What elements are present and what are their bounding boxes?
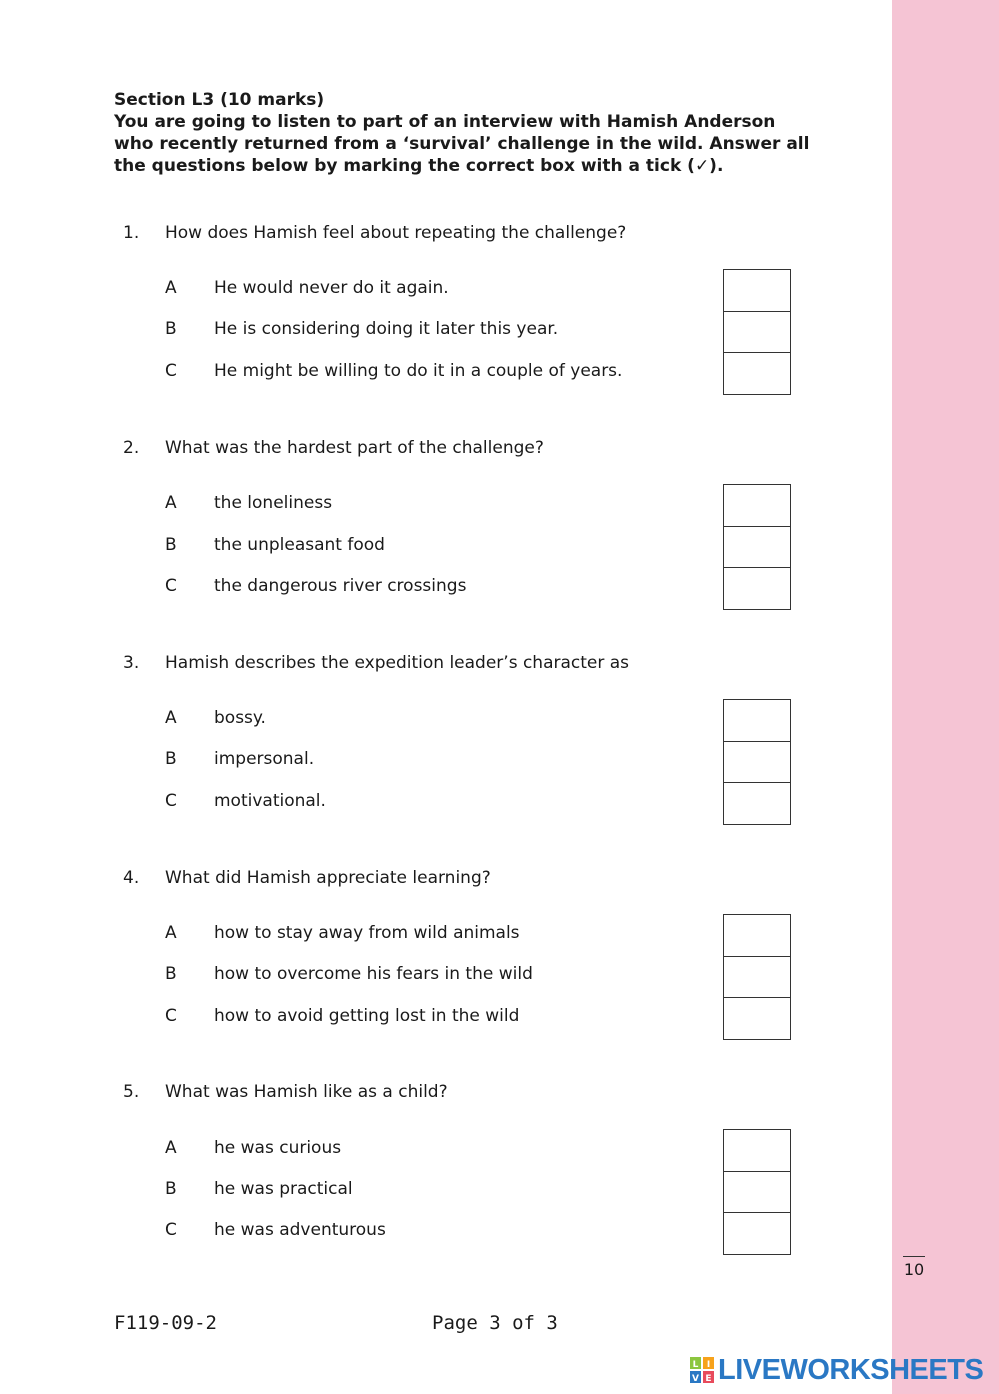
answer-boxes <box>723 914 791 1040</box>
option-letter: A <box>165 923 177 943</box>
option-text: motivational. <box>214 791 326 811</box>
option-text: the dangerous river crossings <box>214 576 467 596</box>
question-number: 2. <box>123 438 140 458</box>
option-letter: C <box>165 1220 177 1240</box>
svg-text:I: I <box>706 1360 711 1370</box>
score-total: 10 <box>903 1260 925 1279</box>
option-text: he was practical <box>214 1179 353 1199</box>
option-letter: A <box>165 1138 177 1158</box>
tick-box-a[interactable] <box>723 484 791 526</box>
question-number: 4. <box>123 868 140 888</box>
option-letter: C <box>165 361 177 381</box>
option-letter: B <box>165 319 177 339</box>
section-score <box>903 1256 925 1283</box>
option-letter: A <box>165 278 177 298</box>
answer-boxes <box>723 699 791 825</box>
answer-boxes <box>723 1129 791 1255</box>
question-number: 5. <box>123 1082 140 1102</box>
option-text: he was adventurous <box>214 1220 386 1240</box>
tick-box-c[interactable] <box>723 1212 791 1255</box>
question-number: 3. <box>123 653 140 673</box>
document-code: F119-09-2 <box>114 1312 217 1334</box>
option-letter: B <box>165 535 177 555</box>
tick-box-c[interactable] <box>723 352 791 395</box>
marking-margin-strip <box>892 0 999 1394</box>
tick-box-b[interactable] <box>723 741 791 783</box>
answer-boxes <box>723 269 791 395</box>
option-letter: C <box>165 576 177 596</box>
option-text: how to avoid getting lost in the wild <box>214 1006 520 1026</box>
tick-box-b[interactable] <box>723 311 791 353</box>
question-text: What was the hardest part of the challenge? <box>165 438 544 458</box>
svg-text:L: L <box>692 1360 699 1370</box>
option-text: he was curious <box>214 1138 342 1158</box>
liveworksheets-logo-icon <box>690 1357 714 1383</box>
tick-box-b[interactable] <box>723 956 791 998</box>
option-text: He is considering doing it later this year. <box>214 319 559 339</box>
brand-watermark[interactable] <box>690 1354 983 1386</box>
option-text: how to overcome his fears in the wild <box>214 964 533 984</box>
tick-box-c[interactable] <box>723 782 791 825</box>
brand-name: LIVEWORKSHEETS <box>718 1354 984 1386</box>
option-text: how to stay away from wild animals <box>214 923 520 943</box>
option-text: bossy. <box>214 708 266 728</box>
page-number: Page 3 of 3 <box>432 1312 558 1334</box>
section-header <box>114 89 814 177</box>
question-number: 1. <box>123 223 140 243</box>
question-text: Hamish describes the expedition leader’s character as <box>165 653 630 673</box>
option-letter: B <box>165 749 177 769</box>
tick-box-a[interactable] <box>723 1129 791 1171</box>
option-letter: B <box>165 1179 177 1199</box>
option-letter: A <box>165 708 177 728</box>
option-text: impersonal. <box>214 749 315 769</box>
section-instructions: You are going to listen to part of an interview with Hamish Anderson who recently returned from a ‘survival’ challenge in the wild. Answer all the questions below by marking the correct box with a tick (✓). <box>114 112 810 176</box>
svg-text:V: V <box>692 1374 699 1383</box>
tick-box-a[interactable] <box>723 699 791 741</box>
option-text: He might be willing to do it in a couple of years. <box>214 361 623 381</box>
option-letter: B <box>165 964 177 984</box>
question-text: What was Hamish like as a child? <box>165 1082 448 1102</box>
option-text: He would never do it again. <box>214 278 449 298</box>
option-letter: C <box>165 791 177 811</box>
option-text: the unpleasant food <box>214 535 385 555</box>
tick-box-c[interactable] <box>723 997 791 1040</box>
option-letter: C <box>165 1006 177 1026</box>
option-text: the loneliness <box>214 493 333 513</box>
option-letter: A <box>165 493 177 513</box>
section-title: Section L3 (10 marks) <box>114 90 325 110</box>
tick-box-a[interactable] <box>723 914 791 956</box>
question-text: How does Hamish feel about repeating the challenge? <box>165 223 627 243</box>
tick-box-a[interactable] <box>723 269 791 311</box>
answer-boxes <box>723 484 791 610</box>
tick-box-b[interactable] <box>723 526 791 568</box>
svg-text:E: E <box>705 1374 712 1383</box>
tick-box-b[interactable] <box>723 1171 791 1213</box>
question-text: What did Hamish appreciate learning? <box>165 868 491 888</box>
tick-box-c[interactable] <box>723 567 791 610</box>
